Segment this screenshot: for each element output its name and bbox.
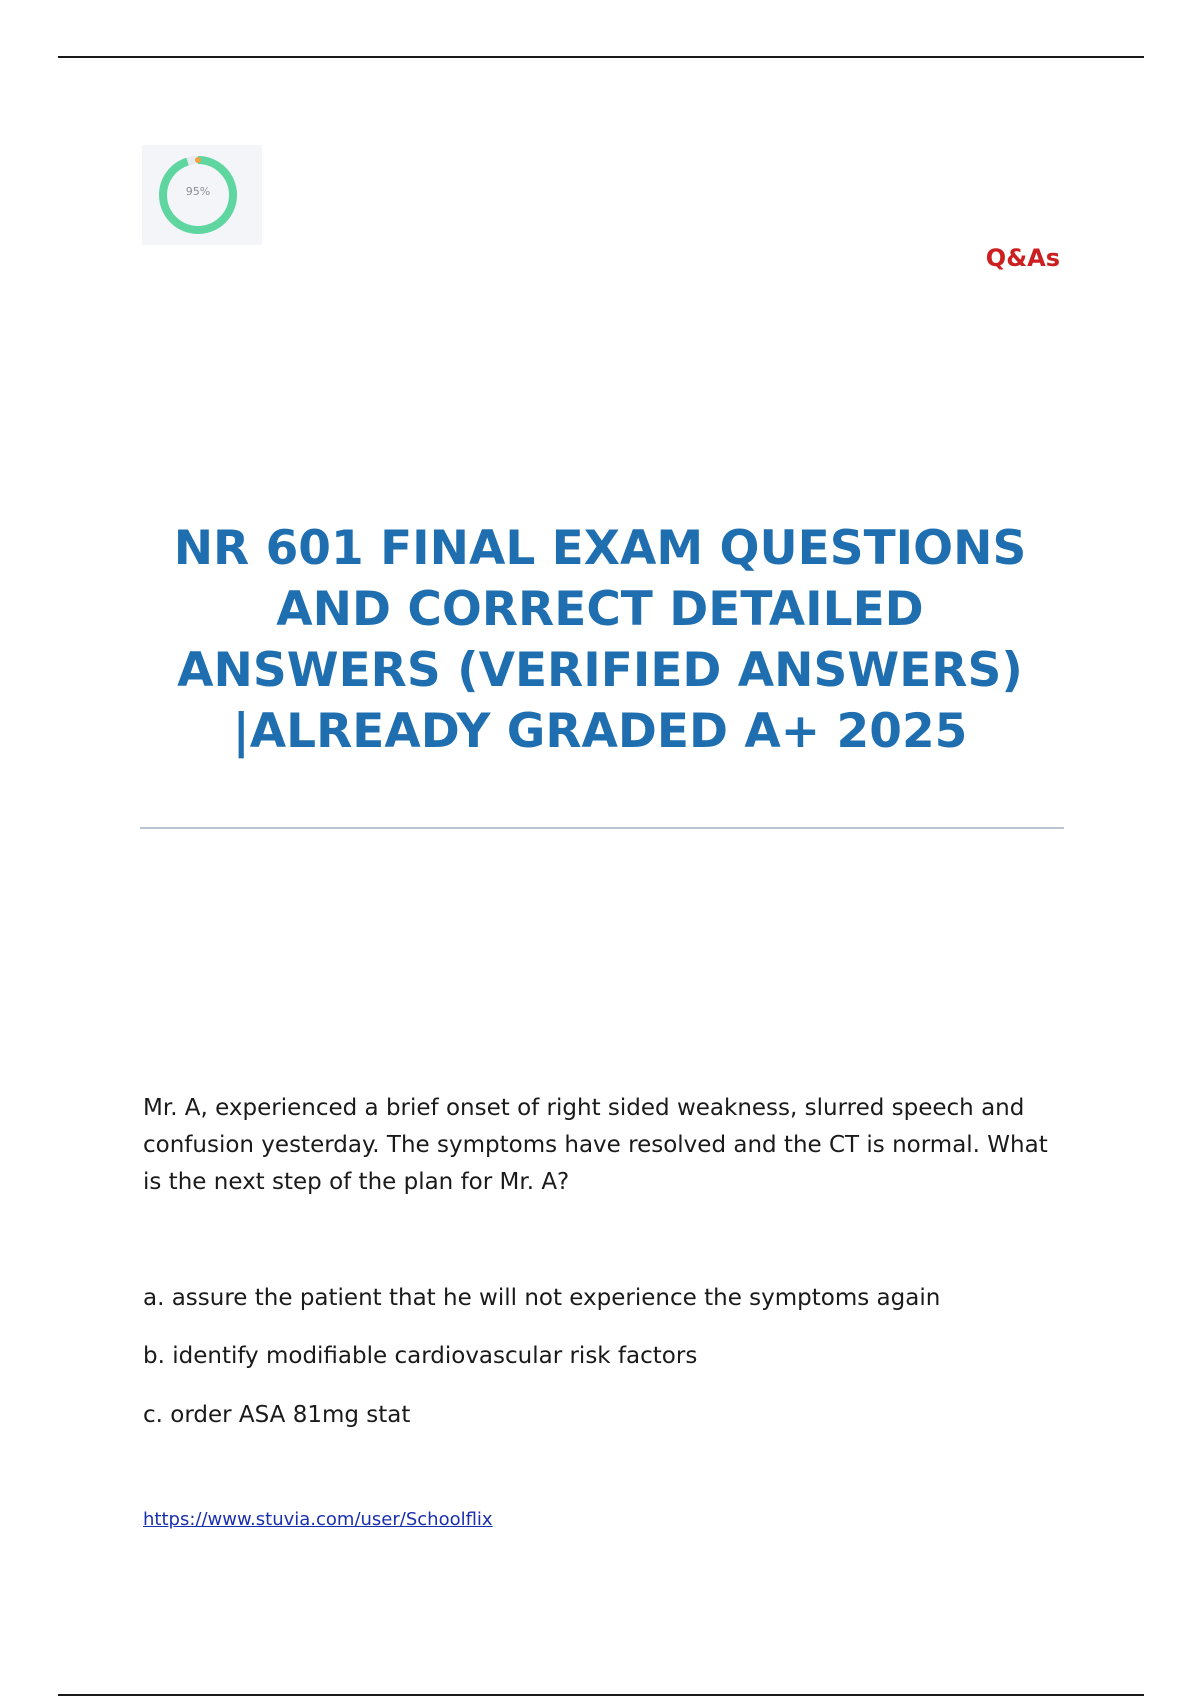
top-divider [58,56,1144,58]
title-divider [140,827,1064,829]
document-title: NR 601 FINAL EXAM QUESTIONS AND CORRECT DETAILED ANSWERS (VERIFIED ANSWERS) |ALREADY GRADED A+ 2025 [173,521,1027,759]
bottom-divider [58,1694,1144,1696]
progress-ring-marker [195,157,201,163]
qa-tag: Q&As [985,244,1060,272]
question-text: Mr. A, experienced a brief onset of right sided weakness, slurred speech and confusion yesterday. The symptoms have resolved and the CT is normal. What is the next step of the plan for Mr. A? [143,1095,1048,1195]
score-badge [142,145,262,245]
option-c: c. order ASA 81mg stat [143,1402,411,1428]
score-percent: 95% [185,185,211,198]
source-link[interactable]: https://www.stuvia.com/user/Schoolflix [143,1509,493,1530]
option-b: b. identify modifiable cardiovascular risk factors [143,1343,698,1369]
option-a: a. assure the patient that he will not experience the symptoms again [143,1285,941,1311]
